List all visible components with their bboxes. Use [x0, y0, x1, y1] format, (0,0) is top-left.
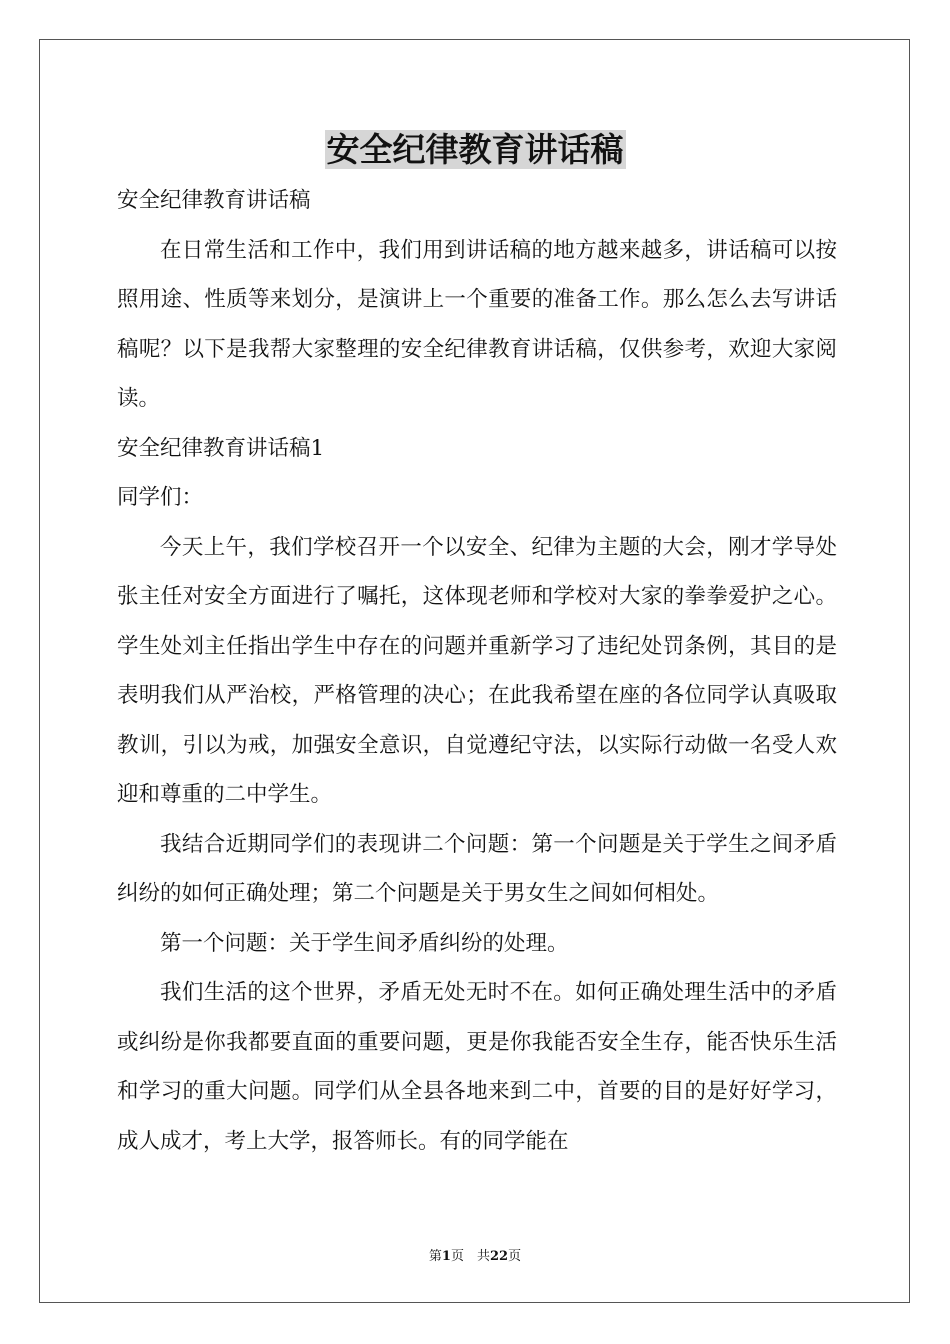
- paragraph: 安全纪律教育讲话稿: [117, 188, 311, 213]
- paragraph: 今天上午，我们学校召开一个以安全、纪律为主题的大会，刚才学导处张主任对安全方面进行了嘱托，这体现老师和学校对大家的拳拳爱护之心。学生处刘主任指出学生中存在的问题并重新学习了违纪处罚条例，其目的是表明我们从严治校，严格管理的决心；在此我希望在座的各位同学认真吸取教训，引以为戒，加强安全意识，自觉遵纪守法，以实际行动做一名受人欢迎和尊重的二中学生。: [117, 534, 837, 807]
- document-body: [117, 176, 837, 1166]
- document-title-text: 安全纪律教育讲话稿: [326, 130, 624, 169]
- paragraph: 安全纪律教育讲话稿1: [117, 435, 325, 461]
- page-footer: [0, 1248, 950, 1266]
- paragraph: 第一个问题：关于学生间矛盾纠纷的处理。: [160, 930, 569, 956]
- footer-current-page: 1: [441, 1249, 451, 1264]
- document-title: [0, 128, 950, 172]
- paragraph: 我结合近期同学们的表现讲二个问题：第一个问题是关于学生之间矛盾纠纷的如何正确处理；第二个问题是关于男女生之间如何相处。: [117, 831, 837, 906]
- footer-suffix: 页: [508, 1249, 522, 1264]
- paragraph: 在日常生活和工作中，我们用到讲话稿的地方越来越多，讲话稿可以按照用途、性质等来划分，是演讲上一个重要的准备工作。那么怎么去写讲话稿呢？以下是我帮大家整理的安全纪律教育讲话稿，仅供参考，欢迎大家阅读。: [117, 237, 837, 411]
- paragraph: 同学们：: [117, 485, 204, 510]
- paragraph: 我们生活的这个世界，矛盾无处无时不在。如何正确处理生活中的矛盾或纠纷是你我都要直面的重要问题，更是你我能否安全生存，能否快乐生活和学习的重大问题。同学们从全县各地来到二中，首要的目的是好好学习，成人成才，考上大学，报答师长。有的同学能在: [117, 980, 837, 1154]
- footer-mid: 页 共: [450, 1249, 490, 1264]
- footer-total-pages: 22: [489, 1249, 509, 1264]
- footer-prefix: 第: [428, 1249, 442, 1264]
